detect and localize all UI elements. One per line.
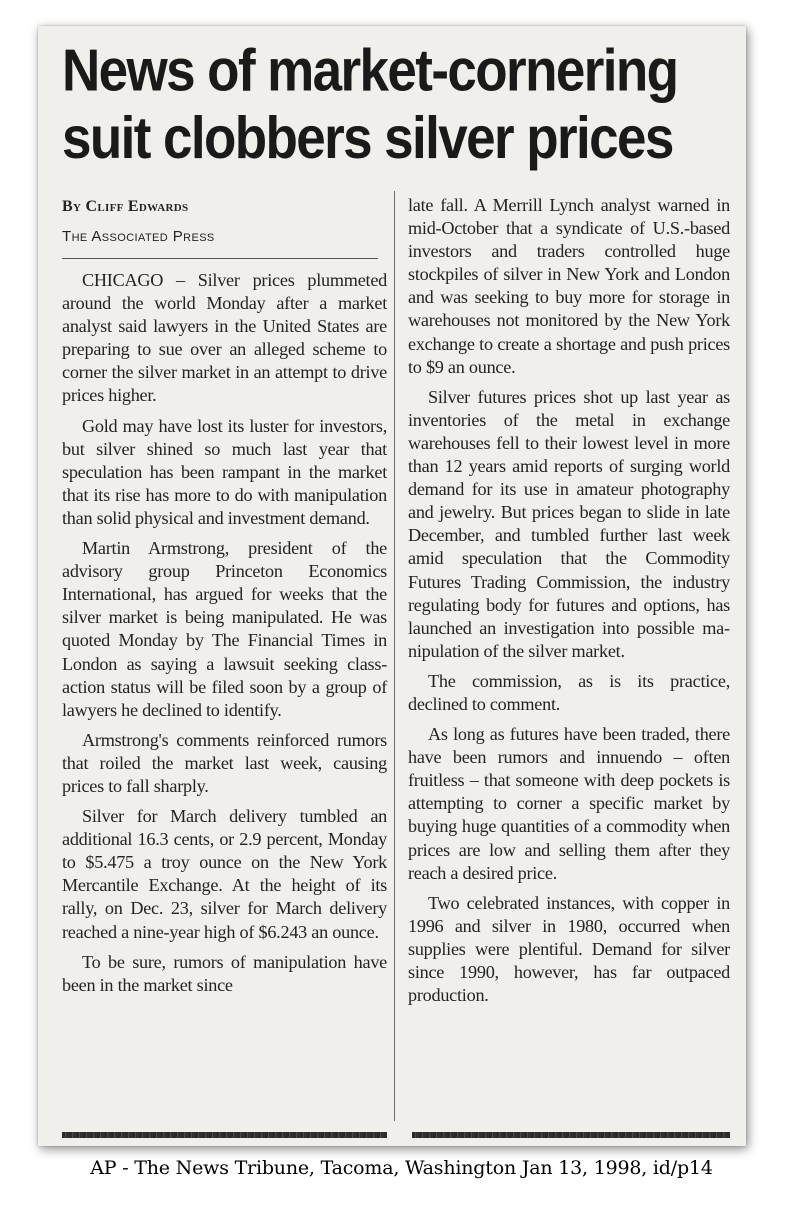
headline bbox=[62, 38, 732, 172]
headline-line-2: suit clobbers silver prices bbox=[62, 105, 673, 172]
paragraph: To be sure, rumors of manipulation have been in the market since bbox=[62, 951, 387, 995]
source-caption: AP - The News Tribune, Tacoma, Washington Jan 13, 1998, id/p14 bbox=[90, 1157, 713, 1179]
paragraph: The commission, as is its practice, declined to comment. bbox=[408, 670, 730, 714]
paragraph: CHICAGO – Silver prices plummeted around the world Monday after a market analyst said lawyers in the United States are preparing to sue over an alleged scheme to corner the silver market in an attempt to drive prices higher. bbox=[62, 270, 387, 406]
byline: By Cliff Edwards bbox=[62, 198, 189, 215]
paragraph: Silver futures prices shot up last year as inventories of the metal in exchange warehouses fell to their lowest level in more than 12 years amid reports of surging world demand for its use in amateur photography and jewelry. But prices began to slide in late December, and tumbled further last week amid speculation that the Commodity Futures Trading Commission, the industry regulating body for futures and options, has launched an investigation into possible manipulation of the silver market. bbox=[408, 386, 730, 661]
headline-line-1: News of market-cornering bbox=[62, 38, 678, 105]
paragraph: Martin Armstrong, president of the advisory group Princeton Economics International, has argued for weeks that the silver market is being manipulated. He was quoted Monday by The Financial Times in London as saying a lawsuit seeking class-action status will be filed soon by a group of lawyers he declined to identify. bbox=[62, 538, 387, 720]
paragraph: Armstrong's comments reinforced rumors that roiled the market last week, causing prices to fall sharply. bbox=[62, 729, 387, 796]
paragraph: Two celebrated instances, with copper in 1996 and silver in 1980, occurred when supplies were plentiful. Demand for silver since 1990, however, has far outpaced production. bbox=[408, 892, 730, 1006]
article-column-left bbox=[62, 194, 387, 1004]
column-divider bbox=[394, 191, 395, 1121]
paragraph: late fall. A Merrill Lynch analyst warned in mid-October that a syndicate of U.S.-based investors and traders controlled huge stockpiles of silver in New York and London and was seeking to buy more for storage in warehouses not monitored by the New York exchange to create a shortage and push prices to $9 an ounce. bbox=[408, 195, 730, 377]
footer-rule-right bbox=[412, 1132, 730, 1138]
paragraph: Gold may have lost its luster for investors, but silver shined so much last year that speculation has been rampant in the market that its rise has more to do with manipulation than solid physical and investment demand. bbox=[62, 415, 387, 528]
paragraph: Silver for March delivery tumbled an additional 16.3 cents, or 2.9 percent, Monday to $5.475 a troy ounce on the New York Mercantile Exchange. At the height of its rally, on Dec. 23, silver for March delivery reached a nine-year high of $6.243 an ounce. bbox=[62, 806, 387, 942]
agency-credit: The Associated Press bbox=[62, 226, 378, 259]
paragraph: As long as futures have been traded, there have been rumors and innuendo – often fruitless – that someone with deep pockets is attempting to corner a specific market by buying huge quantities of a commodity when prices are low and selling them after they reach a desired price. bbox=[408, 724, 730, 883]
newspaper-clipping bbox=[38, 26, 746, 1146]
article-column-right bbox=[408, 194, 730, 1014]
footer-rule-left bbox=[62, 1132, 387, 1138]
